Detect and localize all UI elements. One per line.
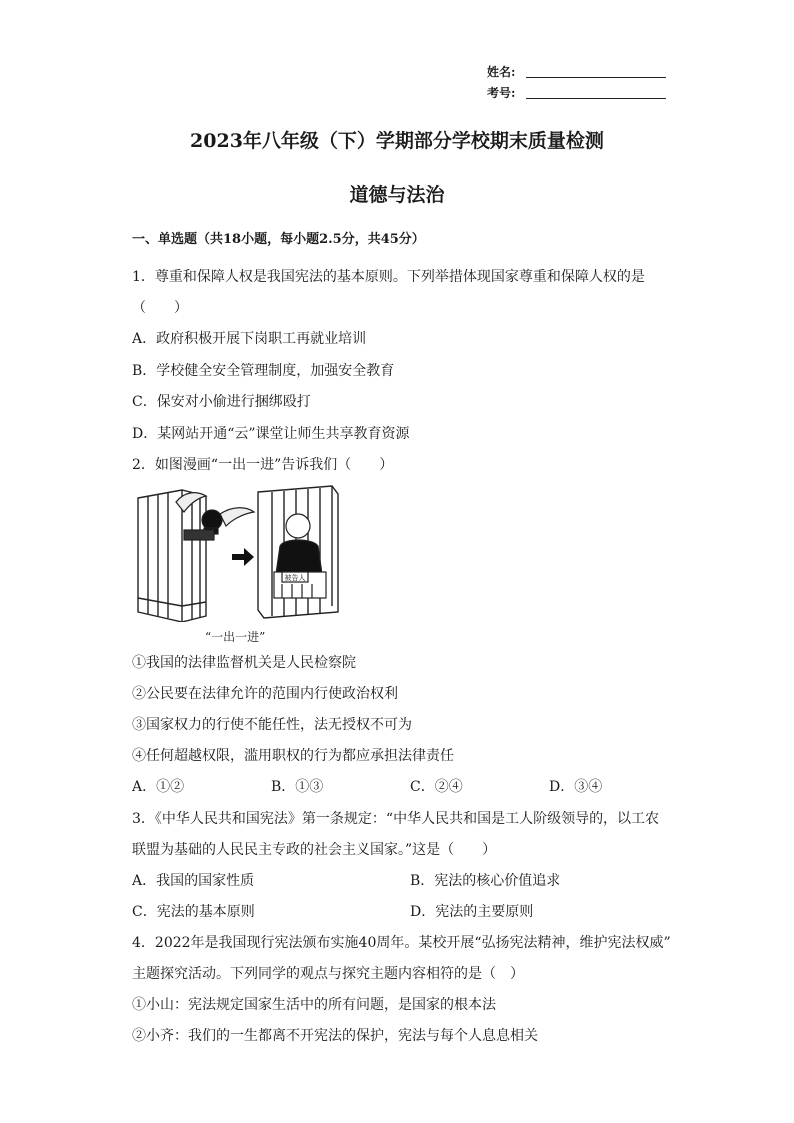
q1-stem-line1: 1．尊重和保障人权是我国宪法的基本原则。下列举措体现国家尊重和保障人权的是 <box>132 269 645 285</box>
figure-caption: “一出一进” <box>205 630 266 644</box>
q2-option-c[interactable]: C．②④ <box>410 779 463 795</box>
q1-stem-line2: （ ） <box>132 300 188 316</box>
q4-stem-line1: 4．2022年是我国现行宪法颁布实施40周年。某校开展“弘扬宪法精神，维护宪法权威” <box>132 935 671 951</box>
defendant-sign-text: 被告人 <box>284 574 306 582</box>
q3-option-b[interactable]: B．宪法的核心价值追求 <box>410 873 561 889</box>
q3-option-d[interactable]: D．宪法的主要原则 <box>410 904 534 920</box>
q1-option-c[interactable]: C．保安对小偷进行捆绑殴打 <box>132 394 311 410</box>
q4-statement-1: ①小山：宪法规定国家生活中的所有问题，是国家的根本法 <box>132 997 496 1013</box>
exam-number-label: 考号: <box>487 86 516 100</box>
exam-number-field-line[interactable] <box>526 98 666 99</box>
q2-option-b[interactable]: B．①③ <box>271 779 324 795</box>
q2-option-d[interactable]: D．③④ <box>549 779 603 795</box>
q3-option-c[interactable]: C．宪法的基本原则 <box>132 904 255 920</box>
q3-option-a[interactable]: A．我国的国家性质 <box>132 873 255 889</box>
q2-option-a[interactable]: A．①② <box>132 779 185 795</box>
q3-stem-line1: 3．《中华人民共和国宪法》第一条规定：“中华人民共和国是工人阶级领导的，以工农 <box>132 811 660 827</box>
q1-option-a[interactable]: A．政府积极开展下岗职工再就业培训 <box>132 331 367 347</box>
name-field-line[interactable] <box>526 77 666 78</box>
q4-statement-2: ②小齐：我们的一生都离不开宪法的保护，宪法与每个人息息相关 <box>132 1028 538 1044</box>
q2-stem: 2．如图漫画“一出一进”告诉我们（ ） <box>132 457 394 473</box>
subject-title: 道德与法治 <box>349 184 445 206</box>
q2-statement-3: ③国家权力的行使不能任性，法无授权不可为 <box>132 717 412 733</box>
q4-stem-line2: 主题探究活动。下列同学的观点与探究主题内容相符的是（ ） <box>132 966 524 982</box>
exam-title: 2023年八年级（下）学期部分学校期末质量检测 <box>190 130 604 152</box>
q2-statement-4: ④任何超越权限，滥用职权的行为都应承担法律责任 <box>132 748 454 764</box>
section-heading: 一、单选题（共18小题，每小题2.5分，共45分） <box>132 232 425 247</box>
cartoon-illustration <box>132 484 344 622</box>
q3-stem-line2: 联盟为基础的人民民主专政的社会主义国家。”这是（ ） <box>132 842 497 858</box>
q2-statement-2: ②公民要在法律允许的范围内行使政治权利 <box>132 686 398 702</box>
q1-option-b[interactable]: B．学校健全安全管理制度，加强安全教育 <box>132 363 395 379</box>
name-label: 姓名: <box>487 65 516 79</box>
q2-statement-1: ①我国的法律监督机关是人民检察院 <box>132 655 356 671</box>
q1-option-d[interactable]: D．某网站开通“云”课堂让师生共享教育资源 <box>132 426 410 442</box>
